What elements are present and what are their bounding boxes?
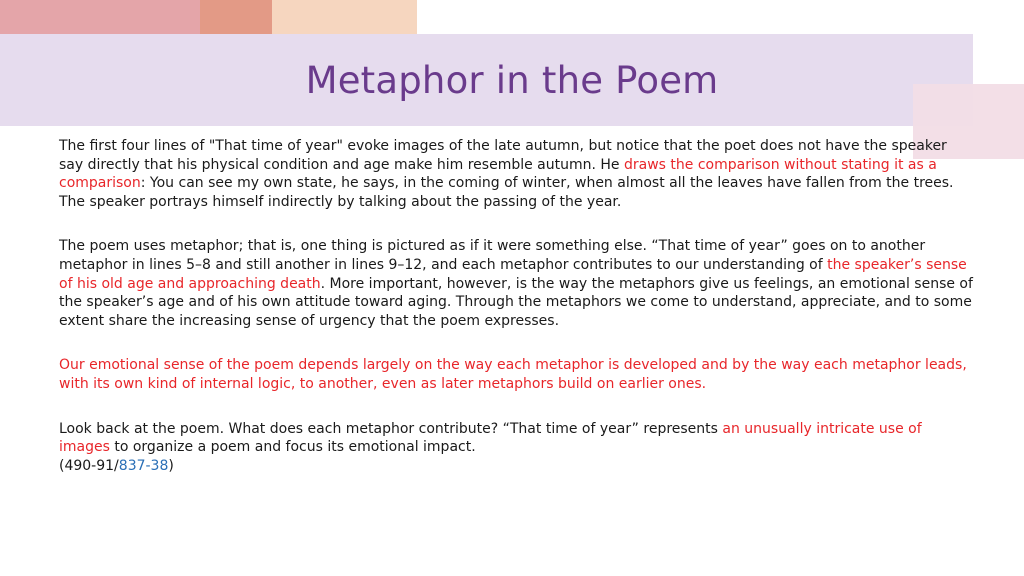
paragraph-1-highlight: draws the comparison without stating it as a comparison	[59, 156, 937, 192]
slide-title: Metaphor in the Poem	[305, 58, 719, 102]
paragraph-4-text-a: Look back at the poem. What does each metaphor contribute? “That time of year” represents	[59, 420, 723, 437]
paragraph-2-text-a: The poem uses metaphor; that is, one thing is pictured as if it were something else. “That time of year” goes on to another metaphor in lines 5–8 and still another in lines 9–12, and each metaphor contributes to our understanding of	[59, 238, 926, 273]
citation-link[interactable]: 837-38	[118, 457, 169, 474]
citation-close: )	[168, 457, 174, 474]
citation-open: (490-91/	[59, 457, 119, 474]
paragraph-4-text-c: to organize a poem and focus its emotional impact.	[109, 439, 476, 456]
paragraph-3-highlight: Our emotional sense of the poem depends largely on the way each metaphor is developed and by the way each metaphor leads, with its own kind of internal logic, to another, even as later metaphors build on earlier ones.	[59, 357, 967, 392]
paragraph-2-text-c: . More important, however, is the way the metaphors give us feelings, an emotional sense of the speaker’s age and of his own attitude toward aging. Through the metaphors we come to understand, appreciate, and to some extent share the increasing sense of urgency that the poem expresses.	[59, 275, 973, 329]
paragraph-2	[59, 237, 974, 330]
paragraph-1	[59, 137, 974, 211]
paragraph-2-highlight: the speaker’s sense of his old age and approaching death	[59, 256, 967, 292]
paragraph-1-text-c: : You can see my own state, he says, in the coming of winter, when almost all the leaves have fallen from the trees. The speaker portrays himself indirectly by talking about the passing of the year.	[59, 175, 954, 210]
paragraph-1-text-a: The first four lines of "That time of year" evoke images of the late autumn, but notice that the poet does not have the speaker say directly that his physical condition and age make him resemble autumn. He	[59, 138, 947, 173]
slide-body	[59, 137, 974, 475]
paragraph-4	[59, 420, 974, 476]
paragraph-4-highlight: an unusually intricate use of images	[59, 420, 922, 456]
